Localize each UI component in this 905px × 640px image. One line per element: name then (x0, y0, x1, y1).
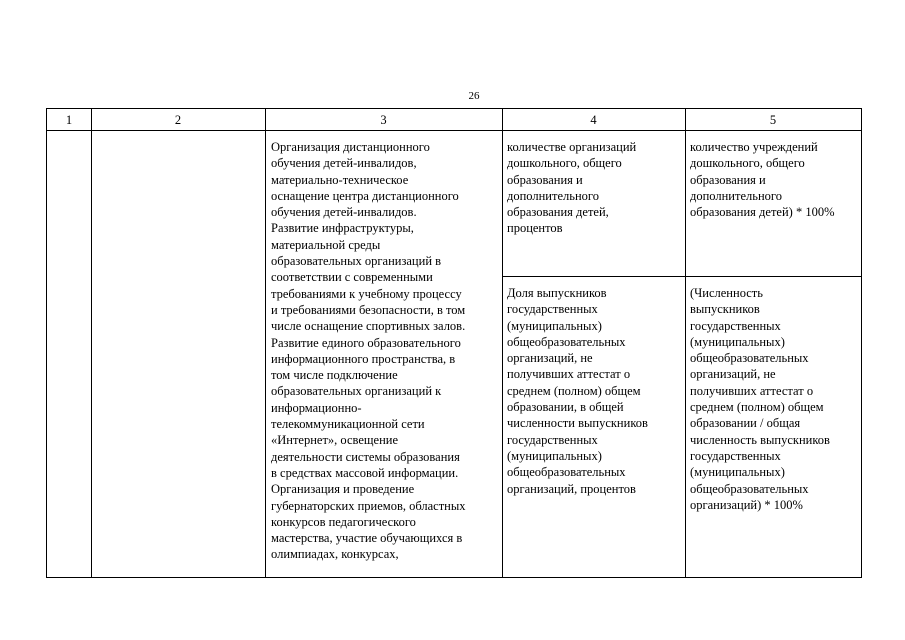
text-line: и требованиями безопасности, в том (271, 302, 466, 317)
row-divider (502, 276, 861, 277)
text-line: государственных (690, 448, 781, 463)
text-line: государственных (507, 302, 598, 317)
text-line: образования и (507, 172, 583, 187)
text-line: Организация дистанционного (271, 140, 430, 154)
text-line: организаций) * 100% (690, 497, 803, 512)
text-line: губернаторских приемов, областных (271, 498, 466, 513)
text-line: образования детей, (507, 205, 609, 220)
text-line: Развитие инфраструктуры, (271, 221, 414, 236)
text-line: требованиями к учебному процессу (271, 286, 462, 301)
text-line: (муниципальных) (690, 465, 785, 480)
text-line: образовательных организаций к (271, 384, 442, 399)
text-line: (муниципальных) (690, 334, 785, 349)
column-divider (685, 109, 686, 577)
text-line: образования детей) * 100% (690, 205, 835, 220)
text-line: общеобразовательных (690, 351, 809, 366)
text-line: образовательных организаций в (271, 254, 442, 269)
text-line: мастерства, участие обучающихся в (271, 531, 463, 546)
text-line: дошкольного, общего (690, 156, 805, 171)
text-line: олимпиадах, конкурсах, (271, 547, 399, 562)
text-line: информационно- (271, 400, 362, 415)
text-line: том числе подключение (271, 368, 398, 383)
text-line: оснащение центра дистанционного (271, 188, 459, 203)
text-line: дополнительного (690, 188, 782, 203)
text-line: организаций, процентов (507, 481, 636, 496)
text-line: государственных (690, 318, 781, 333)
calculation-method-top (690, 139, 835, 220)
header-col-4: 4 (590, 113, 597, 127)
text-line: количество учреждений (690, 140, 818, 154)
text-line: конкурсов педагогического (271, 514, 416, 529)
header-col-3: 3 (380, 113, 387, 127)
text-line: в средствах массовой информации. (271, 465, 459, 480)
text-line: обучения детей-инвалидов. (271, 205, 417, 220)
column-divider (91, 109, 92, 577)
text-line: образовании / общая (690, 416, 801, 431)
text-line: организаций, не (507, 351, 593, 366)
header-col-2: 2 (174, 113, 182, 127)
text-line: (Численность (690, 286, 763, 300)
text-line: телекоммуникационной сети (271, 417, 425, 432)
text-line: дополнительного (507, 188, 599, 203)
text-line: материальной среды (271, 237, 381, 252)
text-line: числе оснащение спортивных залов. (271, 319, 466, 334)
text-line: количестве организаций (507, 140, 637, 154)
text-line: численность выпускников (690, 432, 830, 447)
text-line: среднем (полном) общем (690, 400, 824, 415)
page-number: 26 (468, 90, 480, 102)
text-line: (муниципальных) (507, 318, 602, 333)
text-line: деятельности системы образования (271, 449, 460, 464)
text-line: образования и (690, 172, 766, 187)
text-line: обучения детей-инвалидов, (271, 156, 417, 171)
text-line: государственных (507, 432, 598, 447)
text-line: Развитие единого образовательного (271, 335, 461, 350)
column-divider (502, 109, 503, 577)
header-col-5: 5 (769, 113, 777, 127)
text-line: выпускников (690, 302, 760, 317)
text-line: общеобразовательных (507, 334, 626, 349)
calculation-method-bottom (690, 285, 830, 513)
text-line: процентов (507, 221, 563, 236)
text-line: образовании, в общей (507, 400, 624, 415)
text-line: общеобразовательных (507, 465, 626, 480)
text-line: численности выпускников (507, 416, 648, 431)
text-line: «Интернет», освещение (271, 433, 399, 448)
indicator-table (46, 108, 862, 578)
indicator-name-bottom (507, 285, 648, 497)
text-line: материально-техническое (271, 172, 409, 187)
text-line: общеобразовательных (690, 481, 809, 496)
measures-description (271, 139, 466, 563)
indicator-name-top (507, 139, 636, 237)
text-line: информационного пространства, в (271, 351, 456, 366)
text-line: получивших аттестат о (690, 383, 814, 398)
text-line: (муниципальных) (507, 448, 602, 463)
text-line: среднем (полном) общем (507, 383, 641, 398)
text-line: соответствии с современными (271, 270, 433, 285)
text-line: организаций, не (690, 367, 776, 382)
text-line: дошкольного, общего (507, 156, 622, 171)
text-line: Доля выпускников (507, 286, 607, 300)
column-divider (265, 109, 266, 577)
text-line: получивших аттестат о (507, 367, 631, 382)
text-line: Организация и проведение (271, 482, 415, 497)
header-col-1: 1 (65, 113, 73, 127)
